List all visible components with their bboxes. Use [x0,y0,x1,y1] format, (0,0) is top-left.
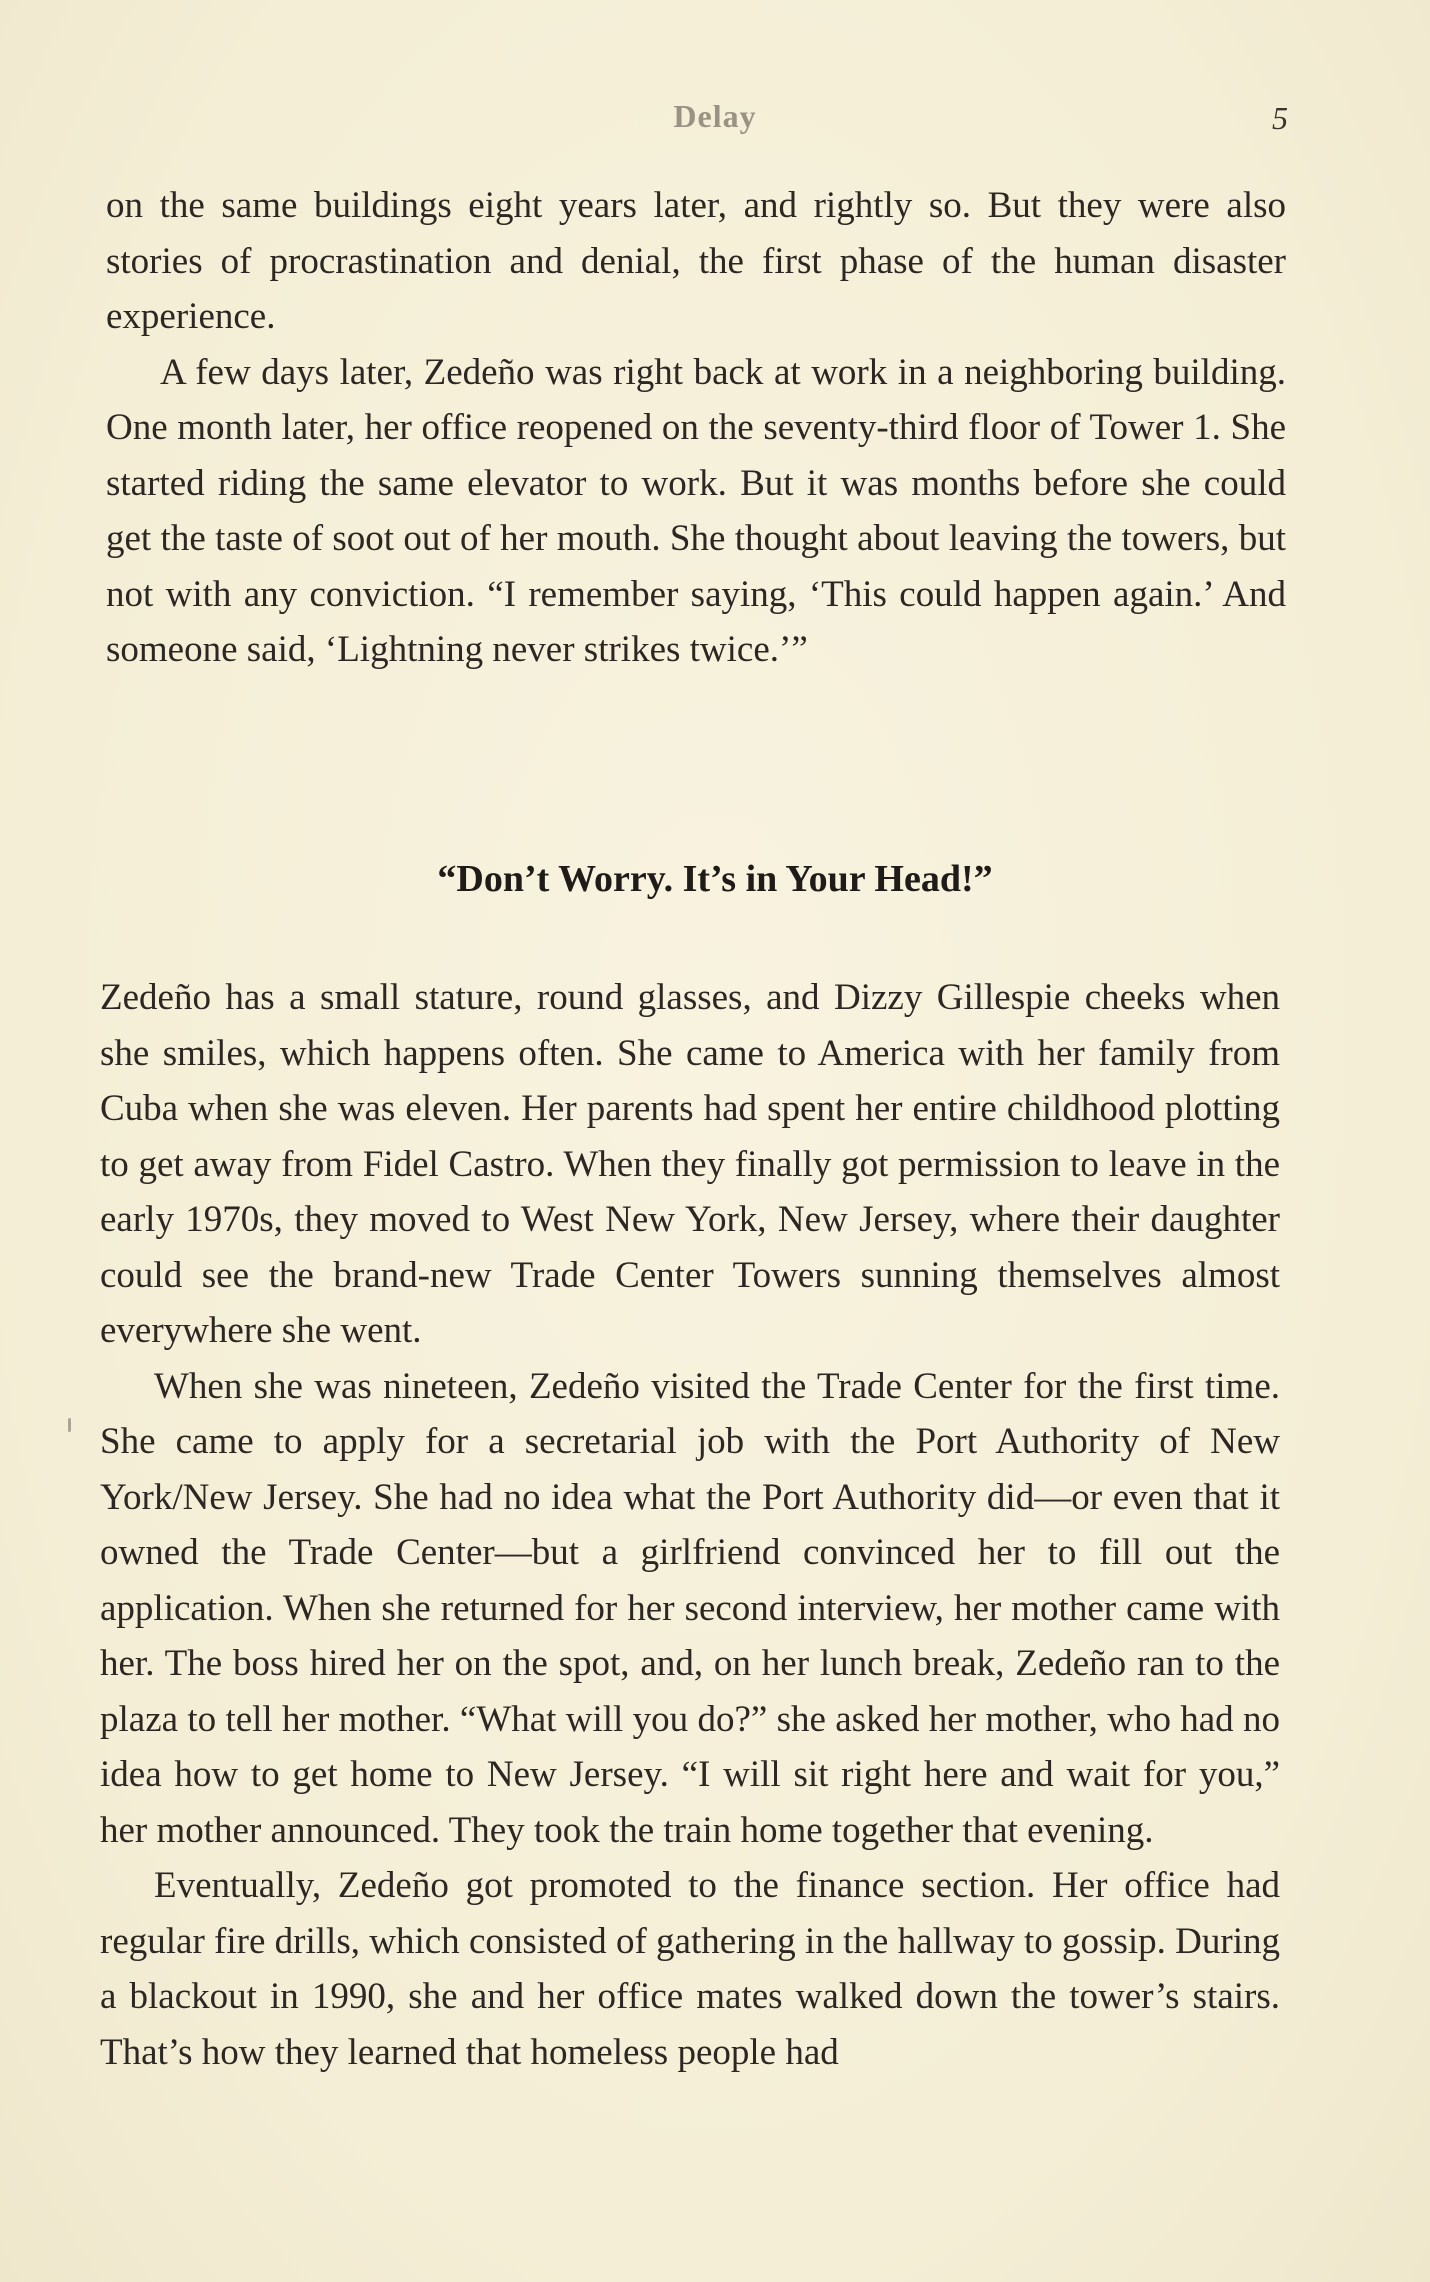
scan-speck [68,1418,71,1432]
body-text-top [106,178,1286,678]
paragraph: A few days later, Zedeño was right back at work in a neighboring building. One month later, her office reopened on the seventy-third floor of Tower 1. She started riding the same elevator to work. But it was months before she could get the taste of soot out of her mouth. She thought about leaving the towers, but not with any conviction. “I remember saying, ‘This could happen again.’ And someone said, ‘Lightning never strikes twice.’” [106,351,1286,670]
paragraph: Eventually, Zedeño got promoted to the finance section. Her office had regular fire drills, which consisted of gathering in the hallway to gossip. During a blackout in 1990, she and her office mates walked down the tower’s stairs. That’s how they learned that homeless people had [100,1865,1280,2073]
running-head: Delay [673,98,757,134]
section-heading: “Don’t Worry. It’s in Your Head!” [437,858,993,900]
page-number: 5 [1272,100,1288,136]
paragraph: on the same buildings eight years later, and rightly so. But they were also stories of procrastination and denial, the first phase of the human disaster experience. [106,185,1286,337]
paragraph: When she was nineteen, Zedeño visited the Trade Center for the first time. She came to apply for a secretarial job with the Port Authority of New York/New Jersey. She had no idea what the Port Authority did—or even that it owned the Trade Center—but a girlfriend convinced her to fill out the application. When she returned for her second interview, her mother came with her. The boss hired her on the spot, and, on her lunch break, Zedeño ran to the plaza to tell her mother. “What will you do?” she asked her mother, who had no idea how to get home to New Jersey. “I will sit right here and wait for you,” her mother announced. They took the train home together that evening. [100,1365,1280,1851]
body-text-bottom [100,970,1280,2080]
paragraph: Zedeño has a small stature, round glasses, and Dizzy Gillespie cheeks when she smiles, which happens often. She came to America with her family from Cuba when she was eleven. Her parents had spent her entire childhood plotting to get away from Fidel Castro. When they finally got permission to leave in the early 1970s, they moved to West New York, New Jersey, where their daughter could see the brand-new Trade Center Towers sunning themselves almost everywhere she went. [100,977,1280,1351]
